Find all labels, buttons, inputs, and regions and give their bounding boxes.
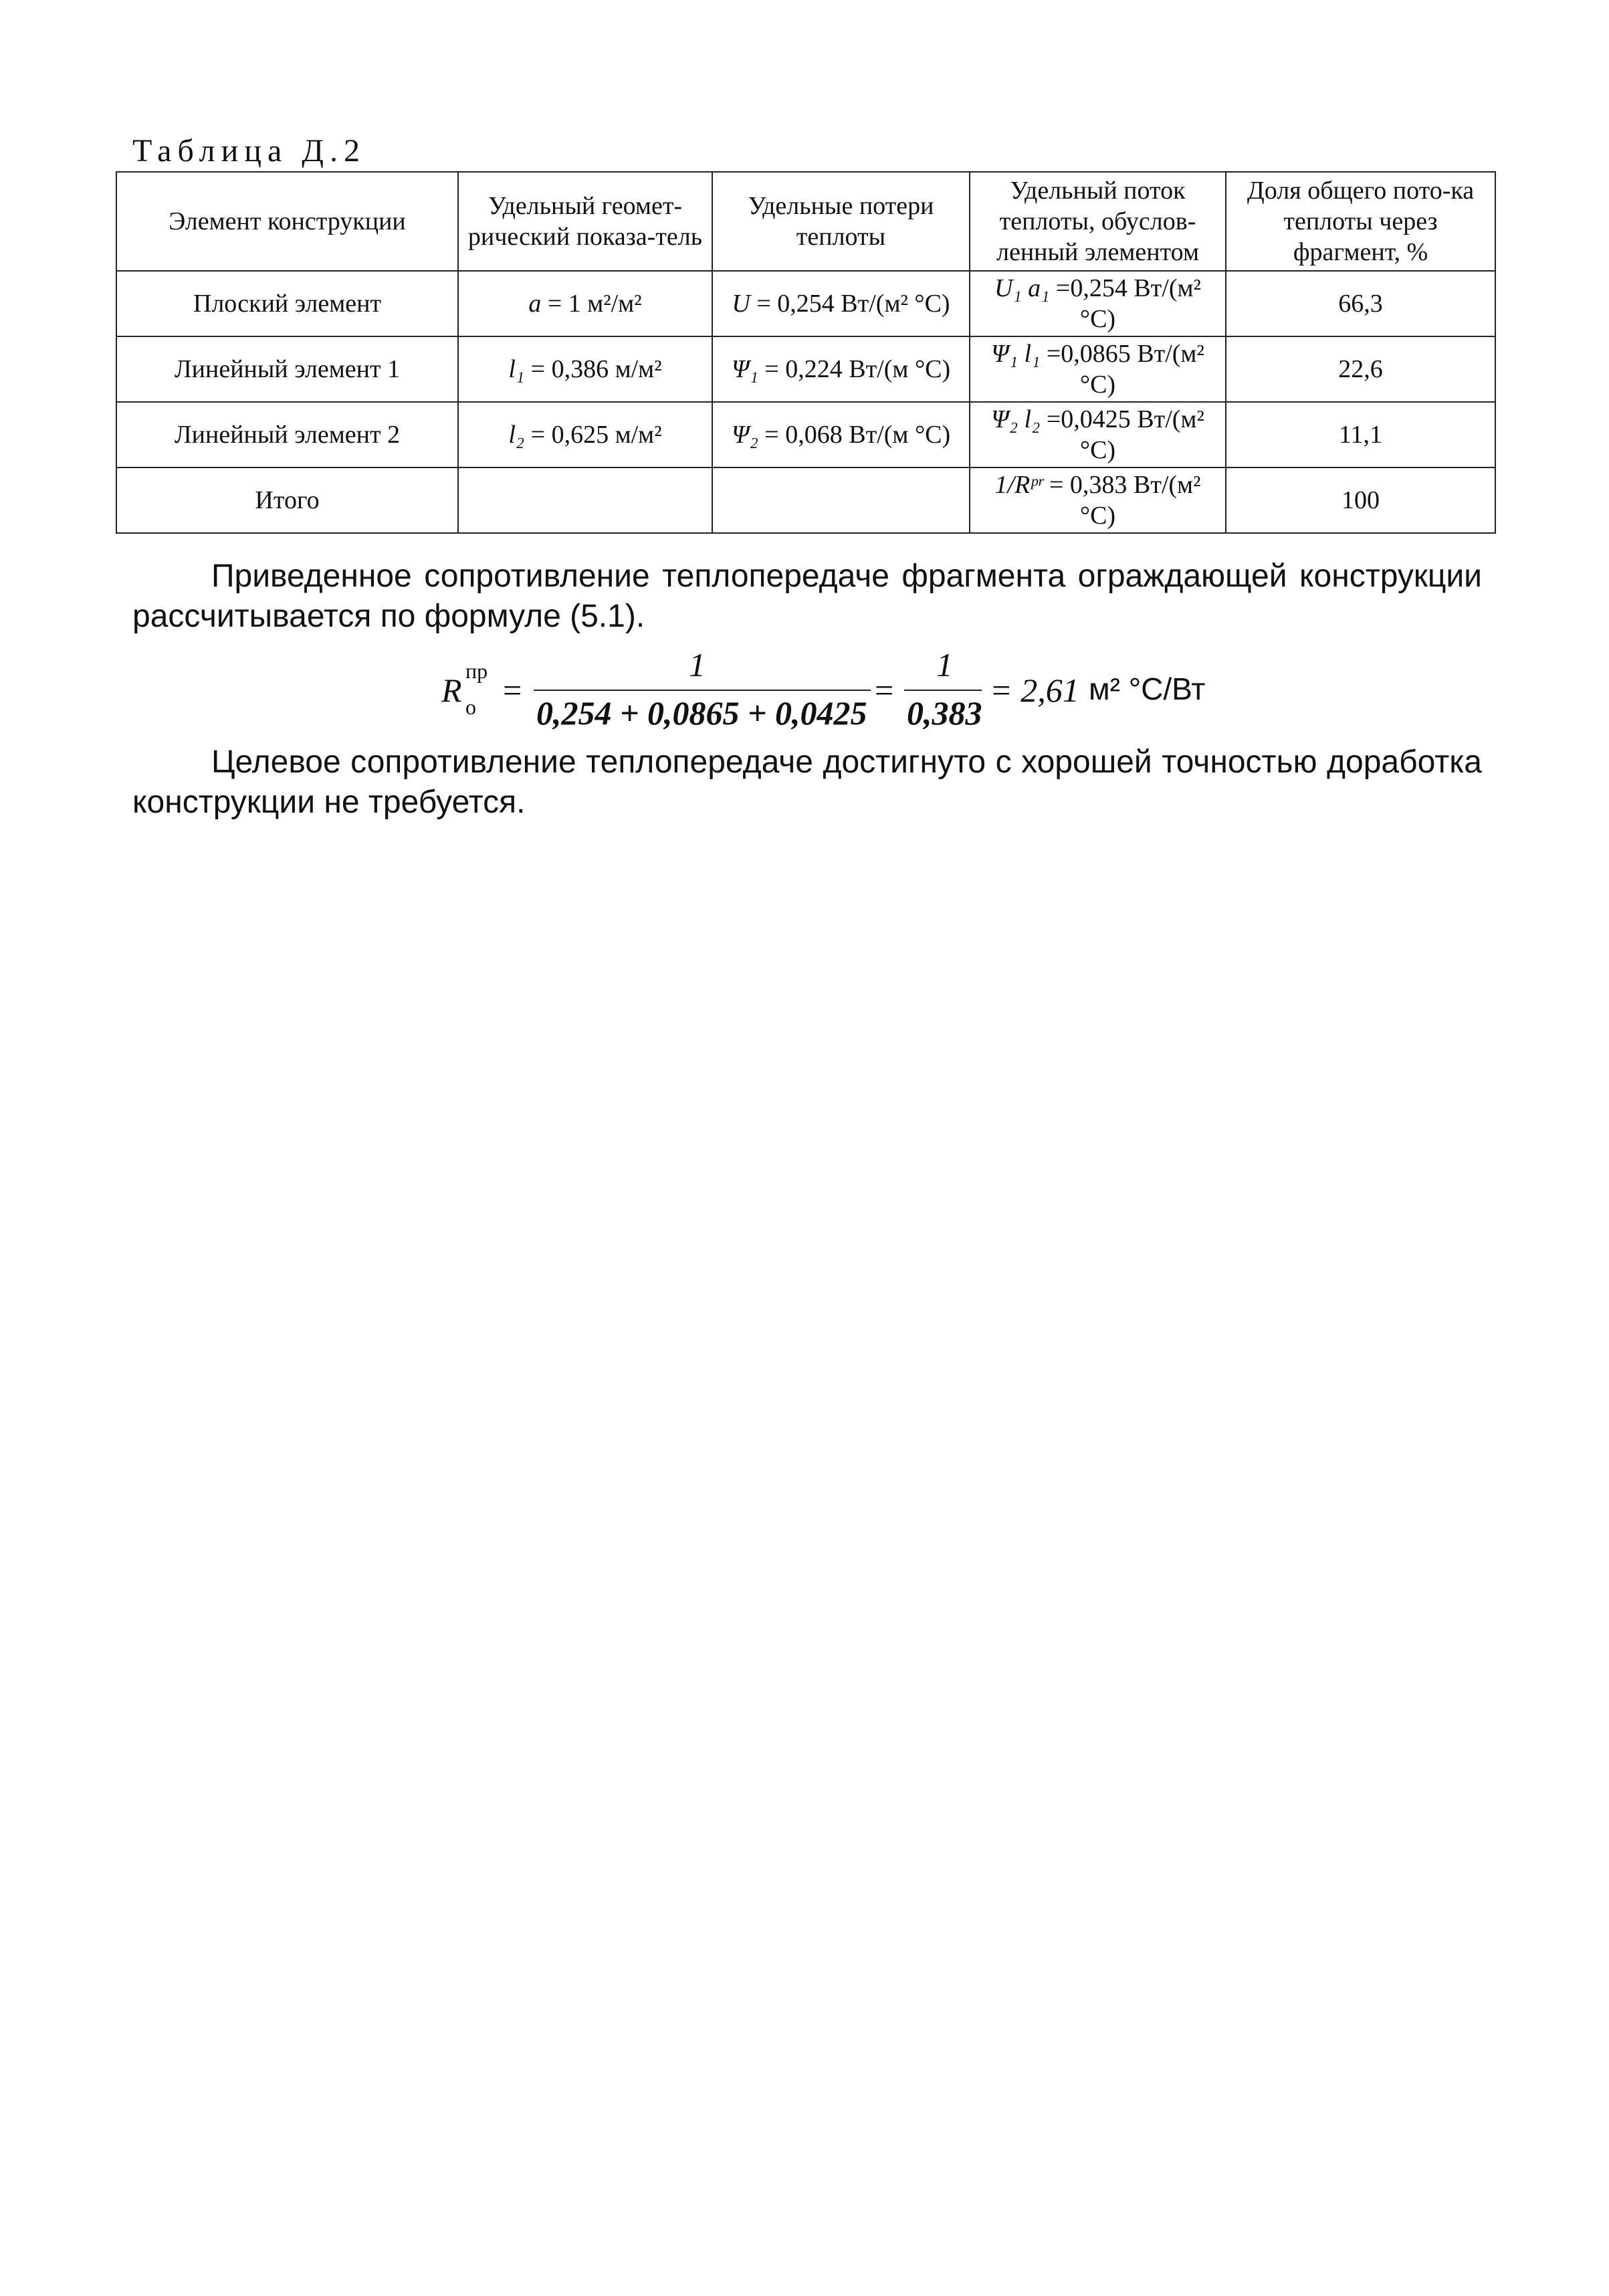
geometric-indicator-cell <box>458 467 712 533</box>
heat-flow-value: =0,0425 Вт/(м² °С) <box>1040 405 1204 464</box>
heat-flow-cell <box>970 467 1226 533</box>
fraction-line-1 <box>534 690 871 691</box>
heat-loss-symbol: U <box>732 290 750 318</box>
formula-result: = 2,61 <box>990 671 1079 709</box>
geometric-value: = 0,625 м/м² <box>524 421 662 449</box>
heat-flow-value: = 0,383 Вт/(м² °С) <box>1043 471 1201 530</box>
element-cell: Линейный элемент 1 <box>116 336 458 402</box>
geometric-indicator-cell <box>458 336 712 402</box>
heat-flow-symbol: U₁ a₁ <box>994 274 1050 302</box>
formula-numerator-2: 1 <box>936 646 953 684</box>
table-row <box>116 336 1495 402</box>
header-cell: Доля общего пото-ка теплоты через фрагмент, % <box>1226 172 1495 271</box>
heat-flow-cell <box>970 336 1226 402</box>
heat-flow-symbol: Ψ₂ l₂ <box>991 405 1041 433</box>
heat-flow-value: =0,0865 Вт/(м² °С) <box>1040 340 1204 399</box>
table-row <box>116 467 1495 533</box>
geometric-value: = 1 м²/м² <box>541 290 642 318</box>
geometric-indicator-cell <box>458 271 712 336</box>
formula-lhs-superscript: пр <box>465 659 488 683</box>
formula-lhs-symbol: R <box>441 671 462 709</box>
heat-loss-cell <box>712 336 970 402</box>
fraction-line-2 <box>904 690 982 691</box>
heat-flow-symbol: 1/Rᵖʳ <box>994 471 1043 499</box>
share-cell: 100 <box>1226 467 1495 533</box>
heat-loss-value: = 0,224 Вт/(м °С) <box>758 355 951 383</box>
heat-flow-table <box>116 171 1496 534</box>
table-header-row <box>116 172 1495 271</box>
header-cell: Удельный поток теплоты, обуслов-ленный элементом <box>970 172 1226 271</box>
share-cell: 22,6 <box>1226 336 1495 402</box>
formula-equals: = <box>875 671 894 709</box>
paragraph-conclusion: Целевое сопротивление теплопередаче достигнуто с хорошей точностью доработка конструкции не требуется. <box>132 744 1482 820</box>
heat-flow-cell <box>970 402 1226 467</box>
heat-loss-value: = 0,254 Вт/(м² °С) <box>750 290 950 318</box>
geometric-value: = 0,386 м/м² <box>524 355 662 383</box>
heat-loss-symbol: Ψ₂ <box>731 421 758 449</box>
resistance-formula <box>441 646 1244 739</box>
formula-lhs-subscript: о <box>465 695 476 719</box>
formula-numerator-1: 1 <box>689 646 706 684</box>
element-cell: Плоский элемент <box>116 271 458 336</box>
heat-flow-symbol: Ψ₁ l₁ <box>991 340 1041 368</box>
header-cell: Удельный геомет-рический показа-тель <box>458 172 712 271</box>
share-cell: 11,1 <box>1226 402 1495 467</box>
heat-loss-cell <box>712 467 970 533</box>
heat-loss-cell <box>712 402 970 467</box>
geometric-symbol: l₂ <box>508 421 525 449</box>
heat-loss-cell <box>712 271 970 336</box>
formula-denominator-2: 0,383 <box>907 694 982 732</box>
heat-loss-value: = 0,068 Вт/(м °С) <box>758 421 951 449</box>
heat-loss-symbol: Ψ₁ <box>731 355 758 383</box>
formula-denominator-1: 0,254 + 0,0865 + 0,0425 <box>536 694 867 732</box>
heat-flow-value: =0,254 Вт/(м² °С) <box>1049 274 1201 333</box>
heat-flow-cell <box>970 271 1226 336</box>
geometric-symbol: a <box>528 290 542 318</box>
header-cell: Элемент конструкции <box>116 172 458 271</box>
paragraph-intro: Приведенное сопротивление теплопередаче фрагмента ограждающей конструкции рассчитывается по формуле (5.1). <box>132 558 1482 634</box>
element-cell: Итого <box>116 467 458 533</box>
table-row <box>116 402 1495 467</box>
share-cell: 66,3 <box>1226 271 1495 336</box>
element-cell: Линейный элемент 2 <box>116 402 458 467</box>
formula-unit: м² °С/Вт <box>1089 671 1206 706</box>
table-row <box>116 271 1495 336</box>
geometric-indicator-cell <box>458 402 712 467</box>
geometric-symbol: l₁ <box>508 355 525 383</box>
formula-equals: = <box>503 671 522 709</box>
header-cell: Удельные потери теплоты <box>712 172 970 271</box>
table-caption: Таблица Д.2 <box>132 133 366 169</box>
